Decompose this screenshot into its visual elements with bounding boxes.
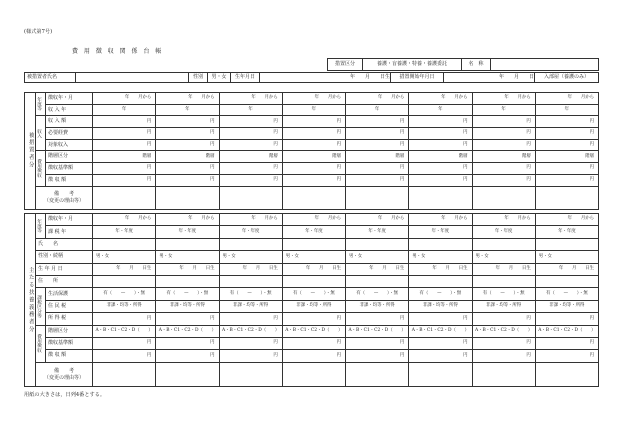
entry-cell[interactable]: 円 xyxy=(346,313,409,325)
entry-cell[interactable]: 円 xyxy=(409,313,472,325)
gender-options: 男・女 xyxy=(208,73,231,83)
entry-cell[interactable] xyxy=(156,238,219,250)
entry-cell[interactable]: 円 xyxy=(93,313,156,325)
row-group-label xyxy=(36,93,46,116)
remarks-cell[interactable] xyxy=(535,186,598,209)
entry-cell[interactable]: 円 xyxy=(282,337,345,349)
entry-cell[interactable]: 男・女 xyxy=(346,251,409,263)
entry-cell[interactable]: 円 xyxy=(219,174,282,186)
entry-cell[interactable]: 階層 xyxy=(156,151,219,163)
entry-cell[interactable] xyxy=(282,238,345,250)
entry-cell[interactable]: 階層 xyxy=(219,151,282,163)
entry-cell[interactable]: 円 xyxy=(346,337,409,349)
entry-cell[interactable]: 円 xyxy=(535,116,598,128)
entry-cell[interactable] xyxy=(93,275,156,287)
entry-cell[interactable]: 男・女 xyxy=(156,251,219,263)
entry-cell[interactable]: 年 月から xyxy=(219,93,282,105)
row-group-text: 課税区分等 xyxy=(36,294,42,318)
entry-cell[interactable]: 年 月 日生 xyxy=(219,263,282,275)
row-group-text: 費用徴収 xyxy=(36,159,42,178)
section2-table xyxy=(24,213,599,387)
entry-cell[interactable] xyxy=(409,238,472,250)
entry-cell[interactable]: 有（ — ）・無 xyxy=(156,288,219,300)
row-label: 徴 収 額 xyxy=(46,174,93,186)
entry-cell[interactable]: 円 xyxy=(282,116,345,128)
entry-cell[interactable]: 年 月から xyxy=(346,93,409,105)
entry-cell[interactable]: 円 xyxy=(219,337,282,349)
entry-cell[interactable]: 年 月から xyxy=(93,93,156,105)
entry-cell[interactable]: 円 xyxy=(409,337,472,349)
entry-cell[interactable]: 円 xyxy=(219,350,282,362)
entry-cell[interactable]: 円 xyxy=(346,139,409,151)
top-row-table xyxy=(327,58,599,71)
row-group-label xyxy=(36,288,46,325)
entry-cell[interactable]: 円 xyxy=(219,116,282,128)
entry-cell[interactable]: A・B・C1・C2・D（ ） xyxy=(219,325,282,337)
row-label: 徴収基準額 xyxy=(46,337,93,349)
entry-cell[interactable]: 非課・均等・所得 xyxy=(282,300,345,312)
row-label: 所 得 税 xyxy=(46,313,93,325)
row-label: 階層区分 xyxy=(46,325,93,337)
entry-cell[interactable]: 円 xyxy=(472,350,535,362)
remarks-cell[interactable] xyxy=(472,186,535,209)
row-label: 徴 収 額 xyxy=(46,350,93,362)
entry-cell[interactable]: 円 xyxy=(156,313,219,325)
remarks-cell[interactable] xyxy=(282,362,345,387)
remarks-cell[interactable] xyxy=(346,362,409,387)
entry-cell[interactable]: 円 xyxy=(93,337,156,349)
entry-cell[interactable]: 男・女 xyxy=(535,251,598,263)
entry-cell[interactable]: 年 月 日生 xyxy=(535,263,598,275)
row-label: 課 税 年 xyxy=(46,226,93,238)
birth-label: 生年月日 xyxy=(231,73,260,83)
entry-cell[interactable]: 円 xyxy=(472,139,535,151)
entry-cell[interactable]: 円 xyxy=(93,163,156,175)
entry-cell[interactable] xyxy=(346,275,409,287)
entry-cell[interactable]: 男・女 xyxy=(219,251,282,263)
row-label: 氏 名 xyxy=(36,238,93,250)
entry-cell[interactable]: 年 月から xyxy=(346,214,409,226)
entry-cell[interactable]: 年 月から xyxy=(156,214,219,226)
row-label: 階層区分 xyxy=(46,151,93,163)
person-row-table xyxy=(24,72,599,83)
section-side-text: 主たる扶養義務者分 xyxy=(27,266,34,334)
remarks-label xyxy=(36,186,93,209)
row-group-label xyxy=(36,116,46,151)
entry-cell[interactable]: 円 xyxy=(409,128,472,140)
entry-cell[interactable]: 年 月 日生 xyxy=(346,263,409,275)
entry-cell[interactable]: 円 xyxy=(535,163,598,175)
entry-cell[interactable] xyxy=(219,238,282,250)
entry-cell[interactable]: 円 xyxy=(282,313,345,325)
form-code: (様式第7号) xyxy=(24,29,53,35)
entry-cell[interactable]: 非課・均等・所得 xyxy=(156,300,219,312)
remarks-cell[interactable] xyxy=(346,186,409,209)
entry-cell[interactable]: 有（ — ）・無 xyxy=(93,288,156,300)
entry-cell[interactable]: 年 xyxy=(535,104,598,116)
entry-cell[interactable]: 円 xyxy=(346,350,409,362)
entry-cell[interactable]: 円 xyxy=(346,163,409,175)
entry-cell[interactable]: 円 xyxy=(409,116,472,128)
entry-cell[interactable]: 年・年度 xyxy=(93,226,156,238)
entry-cell[interactable]: 円 xyxy=(535,128,598,140)
entry-cell[interactable]: 年 月から xyxy=(535,93,598,105)
move-in-label: 入部屋（養護のみ） xyxy=(535,73,599,83)
entry-cell[interactable]: 年・年度 xyxy=(472,226,535,238)
row-label: 生活保護 xyxy=(46,288,93,300)
entry-cell[interactable]: 階層 xyxy=(409,151,472,163)
entry-cell[interactable]: 年 月 日生 xyxy=(156,263,219,275)
entry-cell[interactable]: 非課・均等・所得 xyxy=(219,300,282,312)
section-side-label xyxy=(25,93,36,210)
entry-cell[interactable] xyxy=(156,275,219,287)
entry-cell[interactable]: 円 xyxy=(472,174,535,186)
row-label: 徴収年・月 xyxy=(46,214,93,226)
entry-cell[interactable]: 円 xyxy=(282,139,345,151)
entry-cell[interactable]: 階層 xyxy=(282,151,345,163)
entry-cell[interactable]: 円 xyxy=(535,337,598,349)
entry-cell[interactable]: 年 月から xyxy=(409,93,472,105)
entry-cell[interactable]: 年 xyxy=(409,104,472,116)
entry-cell[interactable]: 円 xyxy=(156,174,219,186)
entry-cell[interactable]: 年・年度 xyxy=(409,226,472,238)
entry-cell[interactable]: 円 xyxy=(219,128,282,140)
start-date: 年 月 日 xyxy=(444,73,535,83)
entry-cell[interactable]: 年・年度 xyxy=(346,226,409,238)
entry-cell[interactable]: 年・年度 xyxy=(156,226,219,238)
row-group-text: 年度等 xyxy=(36,97,42,112)
entry-cell[interactable]: 年 xyxy=(282,104,345,116)
entry-cell[interactable]: 円 xyxy=(535,139,598,151)
entry-cell[interactable]: 円 xyxy=(409,350,472,362)
page-title: 費 用 徴 収 関 係 台 帳 xyxy=(72,48,164,55)
entry-cell[interactable]: A・B・C1・C2・D（ ） xyxy=(346,325,409,337)
entry-cell[interactable] xyxy=(346,238,409,250)
entry-cell[interactable]: A・B・C1・C2・D（ ） xyxy=(535,325,598,337)
entry-cell[interactable] xyxy=(535,275,598,287)
remarks-cell[interactable] xyxy=(282,186,345,209)
entry-cell[interactable]: 円 xyxy=(282,128,345,140)
row-label: 性別・続柄 xyxy=(36,251,93,263)
entry-cell[interactable]: 年 月から xyxy=(409,214,472,226)
entry-cell[interactable]: 円 xyxy=(282,350,345,362)
remarks-cell[interactable] xyxy=(219,362,282,387)
entry-cell[interactable]: 年 月から xyxy=(156,93,219,105)
entry-cell[interactable]: 円 xyxy=(156,163,219,175)
entry-cell[interactable]: 男・女 xyxy=(472,251,535,263)
entry-cell[interactable]: 年 月 日生 xyxy=(282,263,345,275)
row-label: 住 所 xyxy=(36,275,93,287)
person-name-label: 被措置者氏名 xyxy=(25,73,76,83)
entry-cell[interactable] xyxy=(472,275,535,287)
entry-cell[interactable] xyxy=(219,275,282,287)
birth-date: 年 月 日生 xyxy=(260,73,391,83)
footnote: 用紙の大きさは，日列4番とする。 xyxy=(24,392,106,398)
entry-cell[interactable]: 円 xyxy=(156,139,219,151)
entry-cell[interactable]: 円 xyxy=(93,174,156,186)
remarks-cell[interactable] xyxy=(409,186,472,209)
entry-cell[interactable]: 非課・均等・所得 xyxy=(346,300,409,312)
entry-cell[interactable]: 円 xyxy=(472,116,535,128)
entry-cell[interactable]: 男・女 xyxy=(282,251,345,263)
remarks-cell[interactable] xyxy=(409,362,472,387)
entry-cell[interactable]: 円 xyxy=(409,174,472,186)
entry-cell[interactable]: 円 xyxy=(535,350,598,362)
entry-cell[interactable]: 円 xyxy=(156,128,219,140)
entry-cell[interactable]: 円 xyxy=(156,350,219,362)
row-label: 徴収基準額 xyxy=(46,163,93,175)
entry-cell[interactable]: 年 月から xyxy=(535,214,598,226)
entry-cell[interactable]: 年 月から xyxy=(219,214,282,226)
entry-cell[interactable]: 非課・均等・所得 xyxy=(472,300,535,312)
entry-cell[interactable]: 年 月 日生 xyxy=(472,263,535,275)
entry-cell[interactable]: 年 月から xyxy=(282,214,345,226)
person-name-value[interactable] xyxy=(76,73,189,83)
remarks-title: 備 考 xyxy=(53,190,74,197)
row-label: 対象収入 xyxy=(46,139,93,151)
remarks-cell[interactable] xyxy=(219,186,282,209)
entry-cell[interactable]: 年 月 日生 xyxy=(93,263,156,275)
entry-cell[interactable]: 円 xyxy=(282,174,345,186)
entry-cell[interactable]: A・B・C1・C2・D（ ） xyxy=(93,325,156,337)
remarks-label xyxy=(36,362,93,387)
entry-cell[interactable]: 男・女 xyxy=(409,251,472,263)
entry-cell[interactable]: 円 xyxy=(535,313,598,325)
remarks-subtitle: （変更の理由等） xyxy=(43,374,84,381)
entry-cell[interactable]: 有（ — ）・無 xyxy=(282,288,345,300)
entry-cell[interactable]: 円 xyxy=(156,116,219,128)
entry-cell[interactable]: 男・女 xyxy=(93,251,156,263)
gender-label: 性別 xyxy=(189,73,208,83)
entry-cell[interactable]: 円 xyxy=(346,116,409,128)
entry-cell[interactable]: 円 xyxy=(472,163,535,175)
entry-cell[interactable]: 階層 xyxy=(535,151,598,163)
entry-cell[interactable]: 非課・均等・所得 xyxy=(535,300,598,312)
entry-cell[interactable]: 円 xyxy=(282,163,345,175)
row-label: 収 入 額 xyxy=(46,116,93,128)
entry-cell[interactable]: 年 月 日生 xyxy=(409,263,472,275)
entry-cell[interactable]: 年 月から xyxy=(93,214,156,226)
row-label: 徴収年・月 xyxy=(46,93,93,105)
entry-cell[interactable]: 年・年度 xyxy=(535,226,598,238)
entry-cell[interactable]: A・B・C1・C2・D（ ） xyxy=(472,325,535,337)
entry-cell[interactable] xyxy=(535,238,598,250)
entry-cell[interactable]: 円 xyxy=(535,174,598,186)
entry-cell[interactable]: 円 xyxy=(219,163,282,175)
section1-table xyxy=(24,92,599,210)
entry-cell[interactable]: 年 xyxy=(156,104,219,116)
entry-cell[interactable]: 円 xyxy=(472,313,535,325)
remarks-cell[interactable] xyxy=(156,186,219,209)
start-label: 措置開始年月日 xyxy=(391,73,444,83)
entry-cell[interactable]: 円 xyxy=(409,163,472,175)
entry-cell[interactable]: A・B・C1・C2・D（ ） xyxy=(409,325,472,337)
entry-cell[interactable] xyxy=(93,238,156,250)
entry-cell[interactable]: 円 xyxy=(472,128,535,140)
entry-cell[interactable]: 年 xyxy=(93,104,156,116)
row-label: 生 年 月 日 xyxy=(36,263,93,275)
row-group-label xyxy=(36,325,46,362)
entry-cell[interactable]: 円 xyxy=(93,139,156,151)
entry-cell[interactable]: 年 月から xyxy=(282,93,345,105)
entry-cell[interactable]: 年 xyxy=(472,104,535,116)
entry-cell[interactable] xyxy=(472,238,535,250)
entry-cell[interactable]: 円 xyxy=(93,128,156,140)
entry-cell[interactable]: 非課・均等・所得 xyxy=(409,300,472,312)
section-side-text: 被措置者分 xyxy=(27,132,34,170)
entry-cell[interactable]: 円 xyxy=(219,139,282,151)
entry-cell[interactable]: 年 月から xyxy=(472,93,535,105)
entry-cell[interactable]: 階層 xyxy=(346,151,409,163)
entry-cell[interactable]: A・B・C1・C2・D（ ） xyxy=(156,325,219,337)
entry-cell[interactable]: 年・年度 xyxy=(219,226,282,238)
row-group-label xyxy=(36,214,46,239)
row-label: 必要経費 xyxy=(46,128,93,140)
entry-cell[interactable]: 有（ — ）・無 xyxy=(409,288,472,300)
entry-cell[interactable]: 階層 xyxy=(93,151,156,163)
entry-cell[interactable]: 年 月から xyxy=(472,214,535,226)
remarks-cell[interactable] xyxy=(472,362,535,387)
entry-cell[interactable]: 有（ — ）・無 xyxy=(219,288,282,300)
row-group-text: 収入 xyxy=(36,128,42,138)
entry-cell[interactable]: 有（ — ）・無 xyxy=(346,288,409,300)
row-label: 収 入 年 xyxy=(46,104,93,116)
measure-category-label: 措置区分 xyxy=(328,59,363,71)
entry-cell[interactable]: 年 xyxy=(346,104,409,116)
entry-cell[interactable]: 円 xyxy=(346,174,409,186)
section-side-label xyxy=(25,214,36,387)
entry-cell[interactable]: 有（ — ）・無 xyxy=(472,288,535,300)
entry-cell[interactable]: 円 xyxy=(346,128,409,140)
entry-cell[interactable] xyxy=(409,275,472,287)
remarks-cell[interactable] xyxy=(156,362,219,387)
remarks-cell[interactable] xyxy=(93,186,156,209)
entry-cell[interactable]: 年・年度 xyxy=(282,226,345,238)
entry-cell[interactable]: 円 xyxy=(156,337,219,349)
name-label: 名 称 xyxy=(462,59,491,71)
entry-cell[interactable]: 階層 xyxy=(472,151,535,163)
measure-options: 養護・盲養護・特養・養護委託 xyxy=(363,59,462,71)
row-group-text: 年度等 xyxy=(36,218,42,233)
remarks-cell[interactable] xyxy=(93,362,156,387)
entry-cell[interactable]: 円 xyxy=(219,313,282,325)
entry-cell[interactable]: 非課・均等・所得 xyxy=(93,300,156,312)
remarks-cell[interactable] xyxy=(535,362,598,387)
row-group-label xyxy=(36,151,46,186)
name-value[interactable] xyxy=(491,59,599,71)
remarks-subtitle: （変更の理由等） xyxy=(43,197,84,204)
entry-cell[interactable] xyxy=(282,275,345,287)
entry-cell[interactable]: 年 xyxy=(219,104,282,116)
row-label: 住 民 税 xyxy=(46,300,93,312)
row-group-text: 費用徴収 xyxy=(36,334,42,353)
entry-cell[interactable]: 円 xyxy=(472,337,535,349)
entry-cell[interactable]: A・B・C1・C2・D（ ） xyxy=(282,325,345,337)
entry-cell[interactable]: 円 xyxy=(93,116,156,128)
entry-cell[interactable]: 円 xyxy=(93,350,156,362)
remarks-title: 備 考 xyxy=(53,367,74,374)
entry-cell[interactable]: 円 xyxy=(409,139,472,151)
entry-cell[interactable]: 有（ — ）・無 xyxy=(535,288,598,300)
